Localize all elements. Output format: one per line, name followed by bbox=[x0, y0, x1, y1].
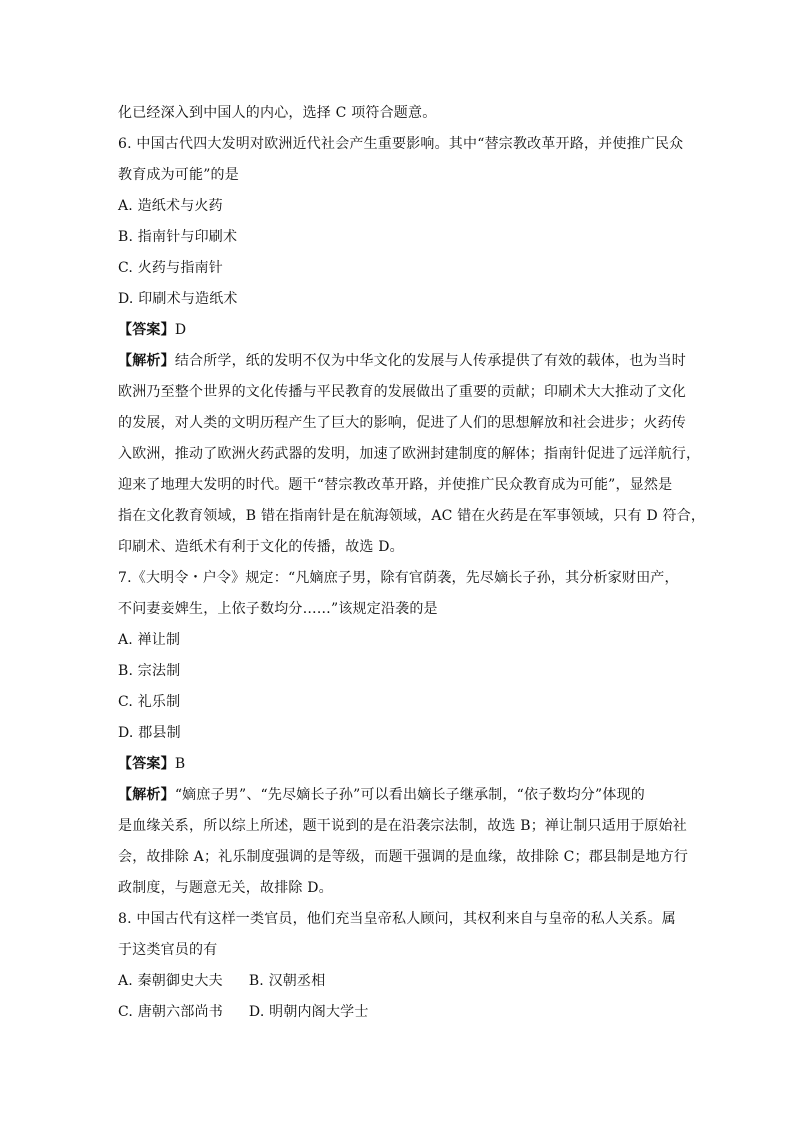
q6-answer-value: D bbox=[174, 322, 187, 338]
q7-analysis-line-2: 是血缘关系，所以综上所述，题干说到的是在沿袭宗法制，故选 B；禅让制只适用于原始社 bbox=[118, 818, 687, 834]
q6-analysis-line-3: 的发展，对人类的文明历程产生了巨大的影响，促进了人们的思想解放和社会进步；火药传 bbox=[118, 415, 686, 431]
q6-analysis-label: 【解析】 bbox=[118, 353, 175, 369]
q6-stem-line-2: 教育成为可能”的是 bbox=[118, 167, 239, 183]
q6-option-b: B. 指南针与印刷术 bbox=[118, 229, 238, 245]
q6-stem-line-1: 6. 中国古代四大发明对欧洲近代社会产生重要影响。其中“替宗教改革开路，并使推广民众 bbox=[118, 136, 684, 152]
q7-analysis-line-4: 政制度，与题意无关，故排除 D。 bbox=[118, 880, 333, 896]
q7-answer-label: 【答案】 bbox=[118, 756, 175, 772]
q8-option-c: C. 唐朝六部尚书 bbox=[118, 1004, 223, 1020]
q7-analysis-line-3: 会，故排除 A；礼乐制度强调的是等级，而题干强调的是血缘，故排除 C；郡县制是地方行 bbox=[118, 849, 689, 865]
q7-stem-line-1: 7.《大明令・户令》规定：“凡嫡庶子男，除有官荫袭，先尽嫡长子孙，其分析家财田产， bbox=[118, 570, 679, 586]
q8-option-b: B. 汉朝丞相 bbox=[248, 973, 326, 989]
q6-option-a: A. 造纸术与火药 bbox=[118, 198, 223, 214]
q8-options-row-1 bbox=[118, 966, 678, 997]
q6-analysis-line-6: 指在文化教育领域，B 错在指南针是在航海领域，AC 错在火药是在军事领域，只有 D 符合， bbox=[118, 508, 706, 524]
q6-answer-label: 【答案】 bbox=[118, 322, 175, 338]
q8-option-a: A. 秦朝御史大夫 bbox=[118, 973, 223, 989]
q6-analysis-line-7: 印刷术、造纸术有利于文化的传播，故选 D。 bbox=[118, 539, 404, 555]
q7-option-d: D. 郡县制 bbox=[118, 725, 181, 741]
q6-answer bbox=[118, 315, 678, 346]
q6-analysis-line-2: 欧洲乃至整个世界的文化传播与平民教育的发展做出了重要的贡献；印刷术大大推动了文化 bbox=[118, 384, 686, 400]
q8-options-row-2 bbox=[118, 997, 678, 1028]
document-page bbox=[118, 98, 706, 1028]
q7-analysis-label: 【解析】 bbox=[118, 787, 175, 803]
q7-option-c: C. 礼乐制 bbox=[118, 694, 181, 710]
q6-option-d: D. 印刷术与造纸术 bbox=[118, 291, 238, 307]
q7-analysis-text: “嫡庶子男”、“先尽嫡长子孙”可以看出嫡长子继承制，“依子数均分”体现的 bbox=[174, 787, 645, 803]
q6-analysis-line-5: 迎来了地理大发明的时代。题干“替宗教改革开路，并使推广民众教育成为可能”，显然是 bbox=[118, 477, 673, 493]
q7-option-a: A. 禅让制 bbox=[118, 632, 181, 648]
q7-option-b: B. 宗法制 bbox=[118, 663, 181, 679]
q6-analysis-line-1 bbox=[118, 346, 687, 377]
q6-analysis-text: 结合所学，纸的发明不仅为中华文化的发展与人传承提供了有效的载体，也为当时 bbox=[174, 353, 687, 369]
q8-stem-line-2: 于这类官员的有 bbox=[118, 942, 218, 958]
q7-analysis-line-1 bbox=[118, 780, 678, 811]
intro-line: 化已经深入到中国人的内心，选择 C 项符合题意。 bbox=[118, 105, 437, 121]
q8-option-d: D. 明朝内阁大学士 bbox=[248, 1004, 369, 1020]
q7-answer-value: B bbox=[174, 756, 186, 772]
q6-analysis-line-4: 入欧洲，推动了欧洲火药武器的发明，加速了欧洲封建制度的解体；指南针促进了远洋航行， bbox=[118, 446, 701, 462]
q7-answer bbox=[118, 749, 678, 780]
q7-stem-line-2: 不问妻妾婢生，上依子数均分……”该规定沿袭的是 bbox=[118, 601, 438, 617]
q6-option-c: C. 火药与指南针 bbox=[118, 260, 223, 276]
q8-stem-line-1: 8. 中国古代有这样一类官员，他们充当皇帝私人顾问，其权利来自与皇帝的私人关系。属 bbox=[118, 911, 677, 927]
